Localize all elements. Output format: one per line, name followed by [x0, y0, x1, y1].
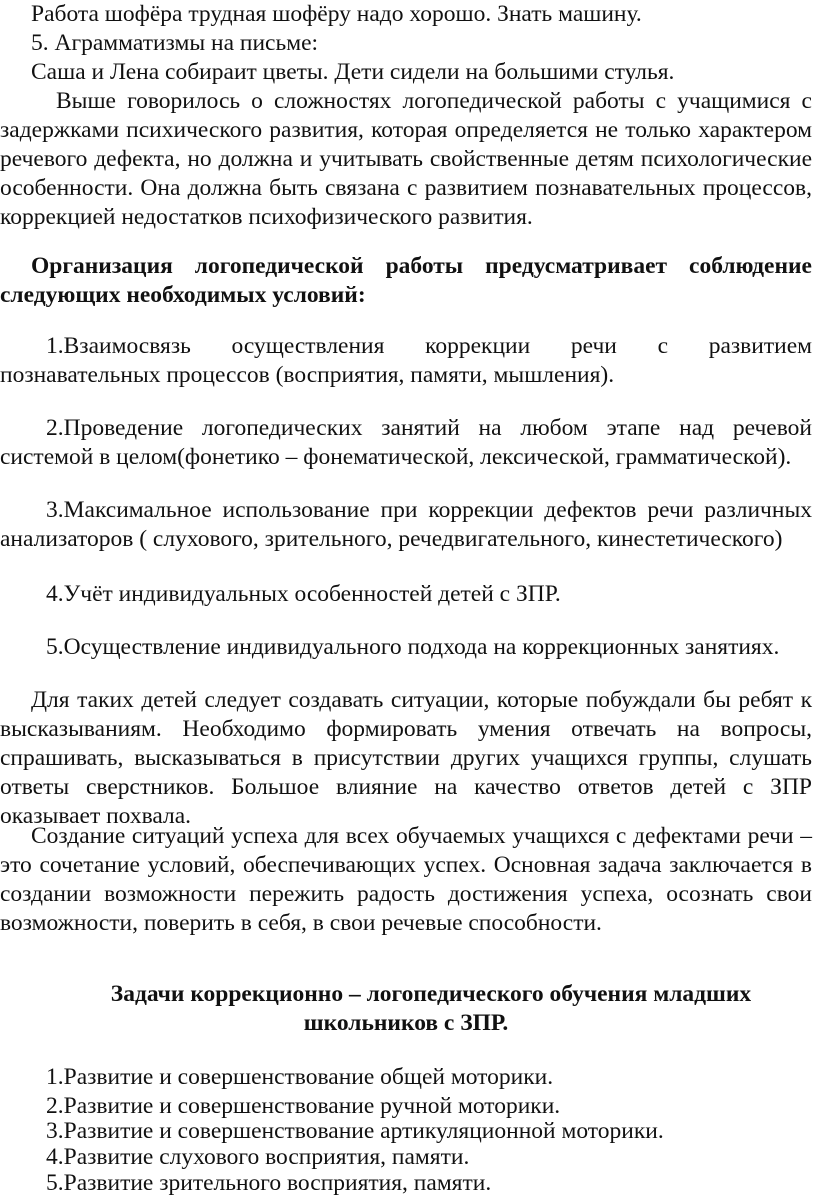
intro-line-1: Работа шофёра трудная шофёру надо хорошо. Знать машину.: [31, 1, 642, 27]
para1-line-5: коррекцией недостатков психофизического развития.: [0, 204, 533, 230]
task-4: 4.Развитие слухового восприятия, памяти.: [46, 1144, 470, 1170]
para2-line-3: спрашивать, высказываться в присутствии других учащихся группы, слушать: [0, 745, 812, 771]
condition-2-line-2: системой в целом(фонетико – фонематической, лексической, грамматической).: [0, 444, 792, 470]
para3-line-2: это сочетание условий, обеспечивающих успех. Основная задача заключается в: [0, 852, 812, 878]
para1-line-1: Выше говорилось о сложностях логопедической работы с учащимися с: [56, 88, 812, 114]
para2-line-1: Для таких детей следует создавать ситуации, которые побуждали бы ребят к: [31, 687, 812, 713]
condition-5: 5.Осуществление индивидуального подхода на коррекционных занятиях.: [46, 634, 780, 660]
para3-line-3: создании возможности пережить радость достижения успеха, осознать свои: [0, 881, 812, 907]
heading1-line-2: следующих необходимых условий:: [0, 282, 366, 308]
para2-line-5: оказывает похвала.: [0, 803, 192, 829]
para1-line-4: особенности. Она должна быть связана с развитием познавательных процессов,: [0, 175, 812, 201]
task-2: 2.Развитие и совершенствование ручной моторики.: [46, 1093, 561, 1119]
task-3: 3.Развитие и совершенствование артикуляционной моторики.: [46, 1118, 664, 1144]
task-5: 5.Развитие зрительного восприятия, памяти.: [46, 1170, 492, 1196]
para1-line-2: задержками психического развития, которая определяется не только характером: [0, 117, 812, 143]
condition-1-line-1: 1.Взаимосвязь осуществления коррекции речи с развитием: [46, 333, 812, 359]
task-1: 1.Развитие и совершенствование общей моторики.: [46, 1064, 554, 1090]
intro-line-2: 5. Аграмматизмы на письме:: [31, 30, 319, 56]
para3-line-1: Создание ситуаций успеха для всех обучаемых учащихся с дефектами речи –: [31, 823, 812, 849]
heading1-line-1: Организация логопедической работы предусматривает соблюдение: [31, 253, 812, 279]
condition-4: 4.Учёт индивидуальных особенностей детей с ЗПР.: [46, 581, 561, 607]
condition-1-line-2: познавательных процессов (восприятия, памяти, мышления).: [0, 362, 615, 388]
condition-3-line-1: 3.Максимальное использование при коррекции дефектов речи различных: [46, 497, 812, 523]
condition-2-line-1: 2.Проведение логопедических занятий на любом этапе над речевой: [46, 415, 812, 441]
heading2-line-2: школьников с ЗПР.: [303, 1010, 509, 1036]
heading2-line-1: Задачи коррекционно – логопедического обучения младших: [110, 981, 752, 1007]
para3-line-4: возможности, поверить в себя, в свои речевые способности.: [0, 910, 602, 936]
condition-3-line-2: анализаторов ( слухового, зрительного, речедвигательного, кинестетического): [0, 526, 783, 552]
para1-line-3: речевого дефекта, но должна и учитывать свойственные детям психологические: [0, 146, 812, 172]
para2-line-2: высказываниям. Необходимо формировать умения отвечать на вопросы,: [0, 716, 812, 742]
intro-line-3: Саша и Лена собираит цветы. Дети сидели на большими стулья.: [31, 59, 675, 85]
para2-line-4: ответы сверстников. Большое влияние на качество ответов детей с ЗПР: [0, 774, 812, 800]
